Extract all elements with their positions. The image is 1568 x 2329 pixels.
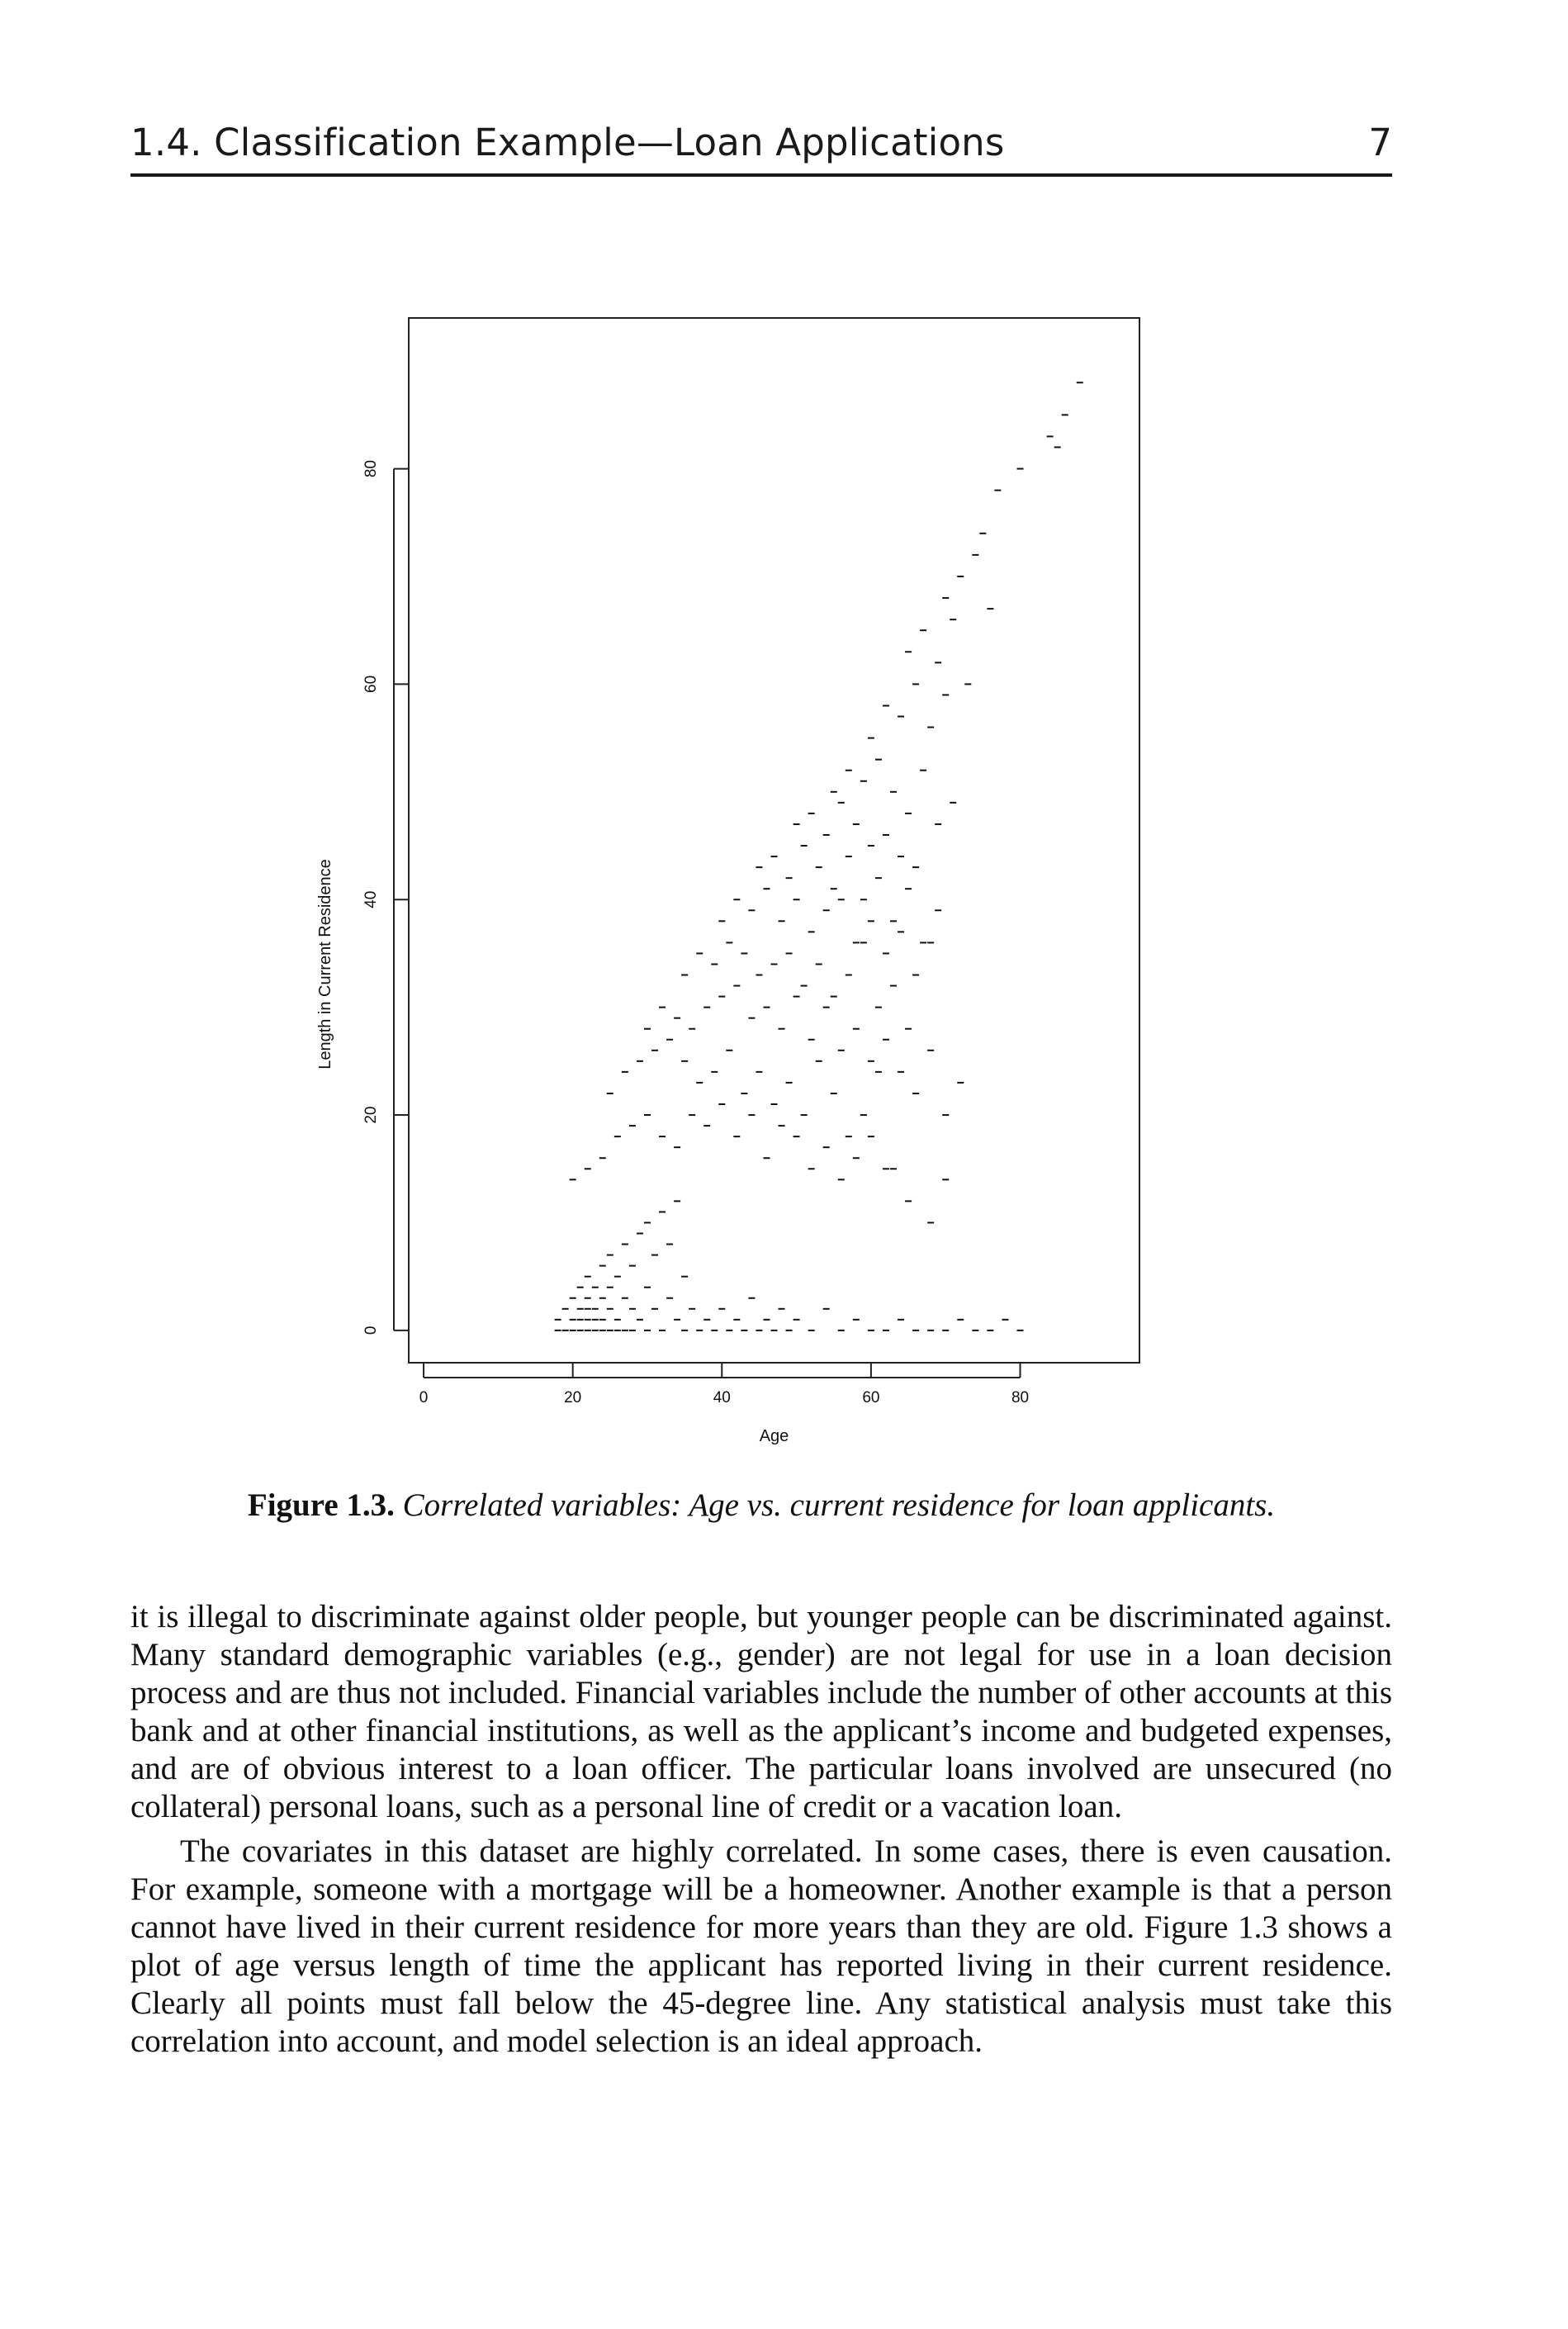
x-tick-label: 0 xyxy=(419,1389,429,1406)
section-title: 1.4. Classification Example—Loan Applications xyxy=(130,121,1005,164)
y-axis-label: Length in Current Residence xyxy=(316,859,334,1070)
plot-box xyxy=(409,318,1139,1363)
figure-caption xyxy=(130,1487,1392,1524)
x-tick-label: 60 xyxy=(862,1389,880,1406)
x-axis-label: Age xyxy=(759,1427,789,1445)
scatter-figure xyxy=(297,301,1255,1474)
running-head xyxy=(130,116,1392,177)
axes xyxy=(362,460,1029,1406)
body-text xyxy=(130,1598,1392,2067)
x-tick-label: 40 xyxy=(713,1389,731,1406)
x-tick-label: 20 xyxy=(564,1389,582,1406)
paragraph-2: The covariates in this dataset are highly correlated. In some cases, there is even causation. For example, someone with a mortgage will be a homeowner. Another example is that a person cannot have lived in their current residence for more years than they are old. Figure 1.3 shows a plot of age versus length of time the applicant has reported living in their current residence. Clearly all points must fall below the 45-degree line. Any statistical analysis must take this correlation into account, and model selection is an ideal approach. xyxy=(130,1833,1392,2059)
y-tick-label: 40 xyxy=(362,890,380,908)
y-tick-label: 80 xyxy=(362,460,380,478)
paragraph-1: it is illegal to discriminate against older people, but younger people can be discriminated against. Many standard demographic variables (e.g., gender) are not legal for use in a loan decision process and are thus not included. Financial variables include the number of other accounts at this bank and at other financial institutions, as well as the applicant’s income and budgeted expenses, and are of obvious interest to a loan officer. The particular loans involved are unsecured (no collateral) personal loans, such as a personal line of credit or a vacation loan. xyxy=(130,1599,1392,1824)
y-tick-label: 60 xyxy=(362,675,380,693)
x-tick-label: 80 xyxy=(1011,1389,1030,1406)
y-tick-label: 20 xyxy=(362,1106,380,1124)
plot-frame xyxy=(409,318,1139,1363)
data-points xyxy=(555,382,1083,1331)
y-tick-label: 0 xyxy=(362,1326,380,1335)
caption-label: Figure 1.3. xyxy=(247,1487,395,1523)
page-number: 7 xyxy=(1368,121,1392,164)
caption-text: Correlated variables: Age vs. current residence for loan applicants. xyxy=(402,1487,1276,1523)
